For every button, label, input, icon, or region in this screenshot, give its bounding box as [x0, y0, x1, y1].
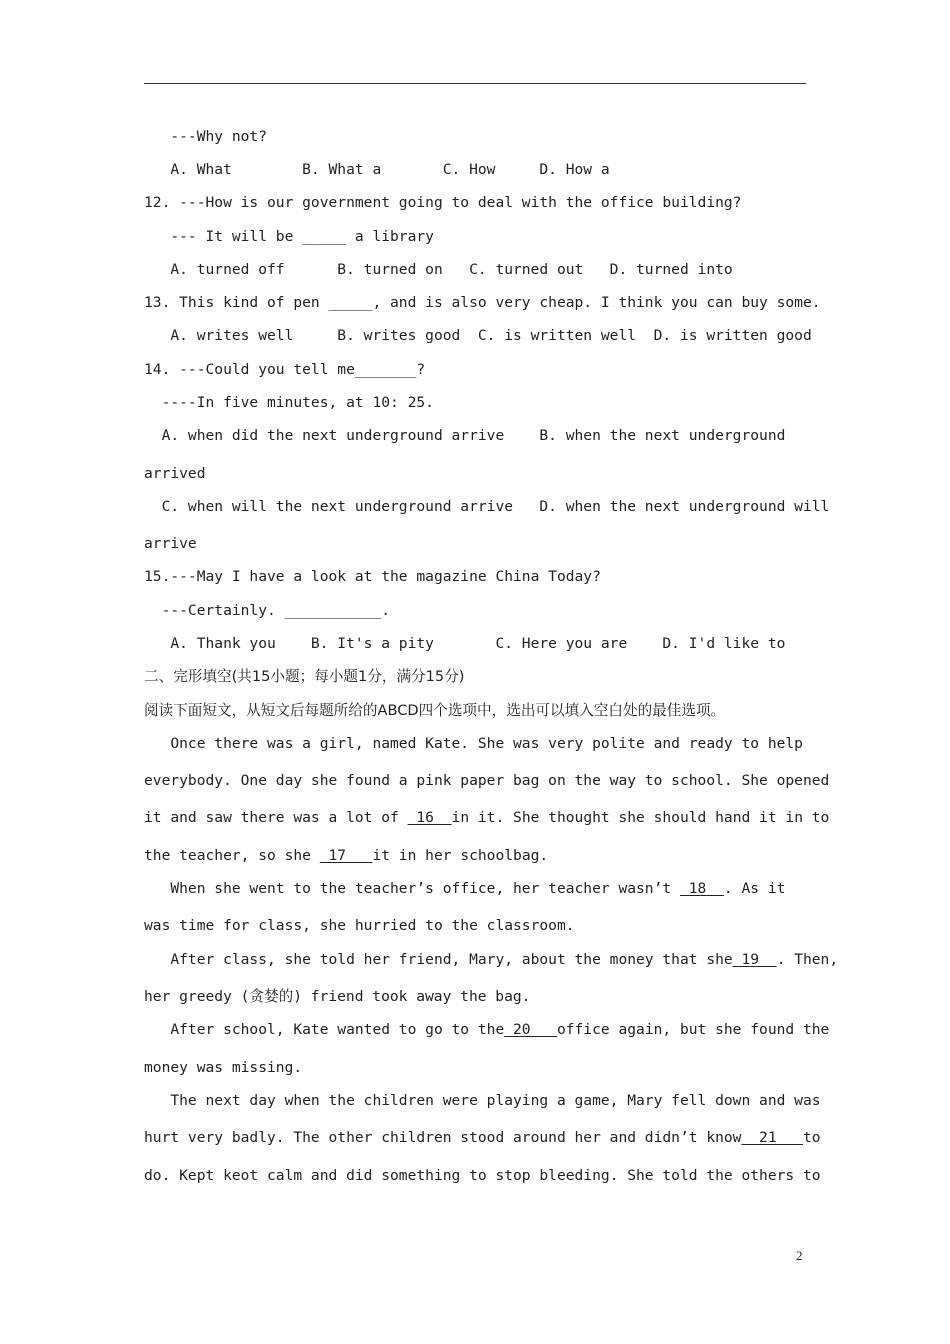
passage-line: the teacher, so she 17 it in her schoolbag.	[144, 847, 549, 864]
passage-line: do. Kept keot calm and did something to stop bleeding. She told the others to	[144, 1167, 821, 1184]
text-line: --- It will be _____ a library	[144, 228, 434, 245]
header-rule	[144, 83, 806, 84]
text-line: ---Why not?	[144, 128, 268, 145]
blank-18: 18	[679, 880, 724, 897]
text-line: C. when will the next underground arrive D. when the next underground will	[144, 498, 830, 515]
text-line: 14. ---Could you tell me_______?	[144, 361, 426, 378]
passage-line: After class, she told her friend, Mary, about the money that she 19 . Then,	[144, 951, 839, 968]
passage-line: it and saw there was a lot of 16 in it. She thought she should hand it in to	[144, 809, 830, 826]
passage-line: her greedy (贪婪的) friend took away the bag.	[144, 988, 531, 1005]
text-line: ---Certainly. ___________.	[144, 602, 391, 619]
text-line: 15.---May I have a look at the magazine China Today?	[144, 568, 601, 585]
passage-line: was time for class, she hurried to the classroom.	[144, 917, 575, 934]
passage-line: hurt very badly. The other children stood around her and didn’t know 21 to	[144, 1129, 821, 1146]
instructions: 阅读下面短文，从短文后每题所给的ABCD四个选项中，选出可以填入空白处的最佳选项。	[144, 702, 726, 719]
section-heading: 二、完形填空(共15小题；每小题1分，满分15分)	[144, 668, 465, 685]
text-line: A. What B. What a C. How D. How a	[144, 161, 610, 178]
text-line: A. Thank you B. It's a pity C. Here you are D. I'd like to	[144, 635, 786, 652]
blank-17: 17	[319, 847, 373, 864]
passage-line: everybody. One day she found a pink paper bag on the way to school. She opened	[144, 772, 830, 789]
text-line: 12. ---How is our government going to deal with the office building?	[144, 194, 742, 211]
passage-line: When she went to the teacher’s office, her teacher wasn’t 18 . As it	[144, 880, 786, 897]
text-line: 13. This kind of pen _____, and is also very cheap. I think you can buy some.	[144, 294, 821, 311]
text-line: arrive	[144, 535, 197, 552]
blank-16: 16	[407, 809, 452, 826]
text-line: ----In five minutes, at 10: 25.	[144, 394, 434, 411]
text-line: A. when did the next underground arrive B. when the next underground	[144, 427, 786, 444]
passage-line: Once there was a girl, named Kate. She was very polite and ready to help	[144, 735, 803, 752]
text-line: arrived	[144, 465, 206, 482]
passage-line: After school, Kate wanted to go to the 20 office again, but she found the	[144, 1021, 830, 1038]
passage-line: money was missing.	[144, 1059, 303, 1076]
blank-20: 20	[504, 1021, 557, 1038]
text-line: A. writes well B. writes good C. is written well D. is written good	[144, 327, 812, 344]
passage-line: The next day when the children were playing a game, Mary fell down and was	[144, 1092, 821, 1109]
text-line: A. turned off B. turned on C. turned out D. turned into	[144, 261, 733, 278]
blank-19: 19	[732, 951, 777, 968]
blank-21: 21	[741, 1129, 803, 1146]
page-number: 2	[796, 1248, 803, 1263]
